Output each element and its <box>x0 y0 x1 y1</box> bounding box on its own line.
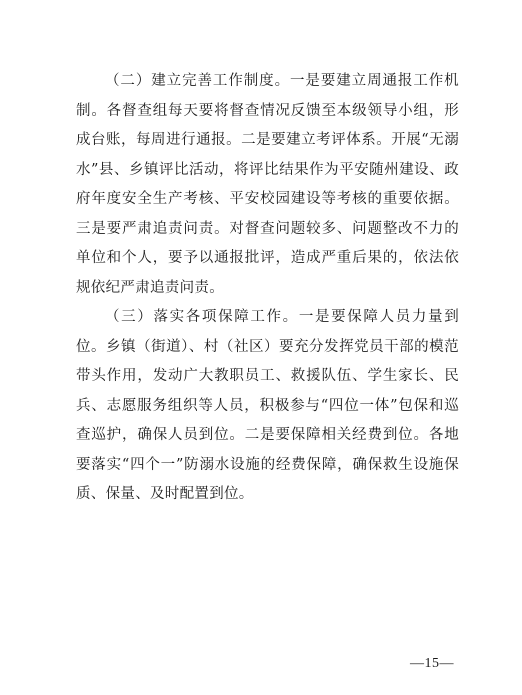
paragraph-text: 一是要建立周通报工作机制。各督查组每天要将督查情况反馈至本级领导小组，形成台账，每周进行通报。二是要建立考评体系。开展“无溺水”县、乡镇评比活动，将评比结果作为平安随州建设、政府年度安全生产考核、平安校园建设等考核的重要依据。三是要严肃追责问责。对督查问题较多、问题整改不力的单位和个人，要予以通报批评，造成严重后果的，依法依规依纪严肃追责问责。 <box>76 73 459 296</box>
paragraph-text: 一是要保障人员力量到位。乡镇（街道）、村（社区）要充分发挥党员干部的模范带头作用，发动广大教职员工、救援队伍、学生家长、民兵、志愿服务组织等人员，积极参与“四位一体”包保和巡查巡护，确保人员到位。二是要保障相关经费到位。各地要落实“四个一”防溺水设施的经费保障，确保救生设施保质、保量、及时配置到位。 <box>76 309 459 502</box>
paragraph-heading: （三）落实各项保障工作。 <box>105 309 299 325</box>
paragraph-guarantee-work <box>76 303 459 510</box>
paragraph-work-system <box>76 67 459 303</box>
page-number: —15— <box>410 656 454 671</box>
paragraph-heading: （二）建立完善工作制度。 <box>105 73 291 89</box>
document-body <box>76 67 459 510</box>
